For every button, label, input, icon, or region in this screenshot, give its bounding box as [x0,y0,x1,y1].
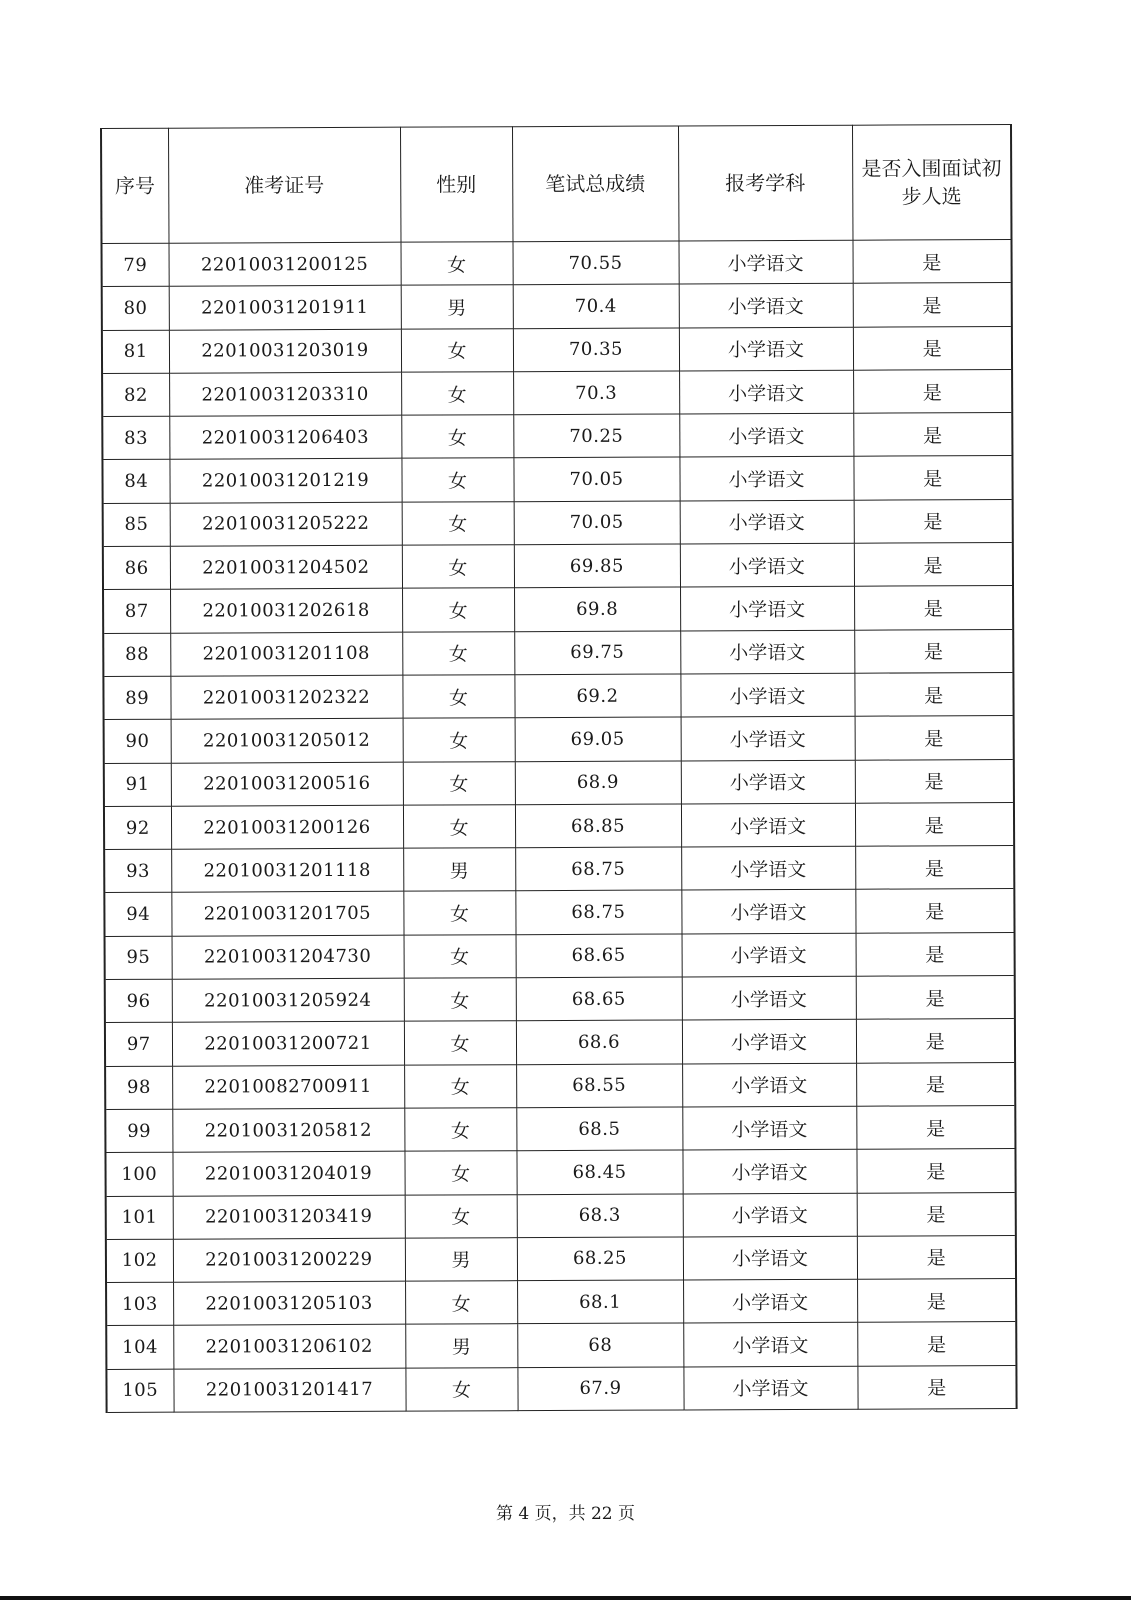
cell-ticket-number: 22010031201417 [173,1368,405,1412]
results-table [100,124,1018,1413]
cell-ticket-number: 22010031201911 [169,285,401,329]
cell-subject: 小学语文 [683,1323,857,1367]
cell-seq: 87 [103,590,170,634]
cell-gender: 女 [403,718,515,762]
cell-interview-selected: 是 [856,1149,1015,1193]
cell-interview-selected: 是 [857,1322,1016,1366]
cell-gender: 女 [403,805,515,849]
cell-subject: 小学语文 [679,327,853,371]
cell-written-score: 68.5 [516,1107,682,1151]
cell-subject: 小学语文 [680,500,854,544]
cell-subject: 小学语文 [680,587,854,631]
cell-written-score: 70.4 [513,284,679,328]
cell-written-score: 68.25 [517,1237,683,1281]
cell-seq: 99 [105,1109,172,1153]
cell-ticket-number: 22010031204502 [170,545,402,589]
cell-subject: 小学语文 [681,803,855,847]
cell-seq: 81 [102,330,169,374]
cell-written-score: 70.35 [513,328,679,372]
cell-ticket-number: 22010031205012 [171,718,403,762]
cell-ticket-number: 22010031202322 [170,675,402,719]
cell-seq: 82 [102,373,169,417]
cell-gender: 男 [405,1324,517,1368]
cell-seq: 84 [102,460,169,504]
cell-written-score: 68.65 [516,977,682,1021]
cell-interview-selected: 是 [854,586,1013,630]
cell-interview-selected: 是 [855,802,1014,846]
cell-seq: 100 [105,1152,172,1196]
cell-subject: 小学语文 [680,543,854,587]
cell-interview-selected: 是 [852,240,1011,284]
cell-interview-selected: 是 [856,1062,1015,1106]
cell-written-score: 68.65 [516,934,682,978]
table-row [105,1105,1015,1152]
table-row [103,586,1013,633]
cell-written-score: 70.05 [513,457,679,501]
cell-gender: 女 [401,415,513,459]
cell-written-score: 70.25 [513,414,679,458]
cell-subject: 小学语文 [683,1366,857,1410]
cell-written-score: 69.8 [514,587,680,631]
table-row [102,413,1012,460]
cell-seq: 90 [104,719,171,763]
cell-written-score: 70.55 [513,241,679,285]
table-row [106,1235,1016,1282]
table-row [105,1019,1015,1066]
cell-ticket-number: 22010031200126 [171,805,403,849]
cell-gender: 女 [401,372,513,416]
table-row [105,1062,1015,1109]
cell-subject: 小学语文 [682,933,856,977]
cell-gender: 女 [404,934,516,978]
cell-subject: 小学语文 [682,1149,856,1193]
cell-written-score: 69.85 [514,544,680,588]
table-row [103,543,1013,590]
cell-written-score: 67.9 [517,1367,683,1411]
table-row [103,672,1013,719]
cell-written-score: 69.05 [515,717,681,761]
cell-gender: 女 [402,545,514,589]
cell-subject: 小学语文 [683,1193,857,1237]
cell-written-score: 68.85 [515,804,681,848]
header-written-score: 笔试总成绩 [512,126,679,242]
cell-ticket-number: 22010031201219 [169,459,401,503]
cell-gender: 男 [401,285,513,329]
cell-written-score: 68.3 [517,1193,683,1237]
cell-ticket-number: 22010031204730 [172,935,404,979]
cell-seq: 85 [103,503,170,547]
cell-ticket-number: 22010031205924 [172,978,404,1022]
cell-interview-selected: 是 [856,932,1015,976]
cell-gender: 女 [405,1281,517,1325]
cell-subject: 小学语文 [682,1063,856,1107]
table-header [101,125,1011,244]
cell-seq: 98 [105,1066,172,1110]
table-row [102,369,1012,416]
cell-subject: 小学语文 [679,457,853,501]
cell-ticket-number: 22010031205222 [170,502,402,546]
cell-seq: 93 [104,849,171,893]
cell-seq: 102 [106,1239,173,1283]
cell-ticket-number: 22010082700911 [172,1065,404,1109]
cell-subject: 小学语文 [681,760,855,804]
cell-subject: 小学语文 [679,284,853,328]
cell-gender: 女 [403,761,515,805]
cell-gender: 女 [401,458,513,502]
cell-written-score: 68.55 [516,1064,682,1108]
table-row [106,1279,1016,1326]
table-body [102,240,1017,1413]
cell-ticket-number: 22010031204019 [172,1151,404,1195]
cell-interview-selected: 是 [855,889,1014,933]
cell-seq: 89 [103,676,170,720]
cell-gender: 女 [404,1151,516,1195]
cell-seq: 92 [104,806,171,850]
cell-written-score: 68.9 [515,761,681,805]
cell-seq: 96 [105,979,172,1023]
table-row [105,932,1015,979]
cell-subject: 小学语文 [681,890,855,934]
table-row [103,629,1013,676]
cell-interview-selected: 是 [857,1365,1016,1409]
table-row [104,846,1014,893]
cell-seq: 94 [104,893,171,937]
cell-seq: 101 [106,1196,173,1240]
cell-ticket-number: 22010031203019 [169,329,401,373]
cell-written-score: 68 [517,1323,683,1367]
cell-gender: 女 [405,1194,517,1238]
cell-interview-selected: 是 [856,976,1015,1020]
cell-gender: 女 [402,631,514,675]
cell-interview-selected: 是 [854,629,1013,673]
cell-gender: 男 [405,1238,517,1282]
cell-subject: 小学语文 [683,1236,857,1280]
cell-subject: 小学语文 [681,716,855,760]
cell-interview-selected: 是 [853,456,1012,500]
cell-written-score: 69.75 [514,631,680,675]
cell-subject: 小学语文 [679,370,853,414]
cell-seq: 80 [102,286,169,330]
cell-ticket-number: 22010031205103 [173,1281,405,1325]
cell-gender: 女 [404,1108,516,1152]
cell-interview-selected: 是 [854,499,1013,543]
cell-written-score: 68.75 [515,890,681,934]
table-row [105,1149,1015,1196]
cell-seq: 103 [106,1282,173,1326]
table-row [102,326,1012,373]
header-seq: 序号 [101,128,169,243]
table-row [104,716,1014,763]
cell-ticket-number: 22010031202618 [170,589,402,633]
cell-ticket-number: 22010031201705 [171,892,403,936]
cell-subject: 小学语文 [682,1020,856,1064]
cell-ticket-number: 22010031205812 [172,1108,404,1152]
cell-gender: 女 [405,1367,517,1411]
header-row [101,125,1011,244]
cell-interview-selected: 是 [855,716,1014,760]
cell-interview-selected: 是 [853,283,1012,327]
header-interview-selected: 是否入围面试初步人选 [852,125,1012,241]
header-subject: 报考学科 [678,125,853,241]
cell-written-score: 70.3 [513,371,679,415]
cell-interview-selected: 是 [853,369,1012,413]
table-row [104,889,1014,936]
table-row [106,1365,1016,1412]
cell-gender: 女 [402,501,514,545]
cell-ticket-number: 22010031201108 [170,632,402,676]
cell-seq: 105 [106,1369,173,1413]
cell-written-score: 69.2 [514,674,680,718]
cell-interview-selected: 是 [854,543,1013,587]
table-row [102,240,1012,287]
cell-ticket-number: 22010031203310 [169,372,401,416]
cell-seq: 95 [105,936,172,980]
cell-gender: 女 [401,242,513,286]
cell-subject: 小学语文 [683,1279,857,1323]
cell-seq: 88 [103,633,170,677]
table-row [106,1192,1016,1239]
cell-subject: 小学语文 [680,673,854,717]
cell-interview-selected: 是 [854,672,1013,716]
cell-interview-selected: 是 [853,413,1012,457]
cell-ticket-number: 22010031200125 [169,242,401,286]
cell-gender: 女 [404,1064,516,1108]
cell-subject: 小学语文 [680,630,854,674]
cell-ticket-number: 22010031200229 [173,1238,405,1282]
cell-written-score: 68.75 [515,847,681,891]
table-row [102,456,1012,503]
cell-seq: 79 [102,243,169,287]
header-ticket-number: 准考证号 [168,127,400,243]
cell-ticket-number: 22010031203419 [173,1195,405,1239]
cell-subject: 小学语文 [682,1106,856,1150]
cell-subject: 小学语文 [682,976,856,1020]
cell-gender: 女 [401,328,513,372]
header-gender: 性别 [400,127,513,242]
cell-seq: 104 [106,1326,173,1370]
cell-ticket-number: 22010031200516 [171,762,403,806]
cell-gender: 男 [403,848,515,892]
cell-gender: 女 [403,891,515,935]
cell-gender: 女 [402,675,514,719]
cell-written-score: 68.6 [516,1020,682,1064]
cell-interview-selected: 是 [857,1235,1016,1279]
cell-interview-selected: 是 [853,326,1012,370]
cell-ticket-number: 22010031201118 [171,848,403,892]
cell-interview-selected: 是 [857,1192,1016,1236]
cell-subject: 小学语文 [678,240,852,284]
table-row [104,759,1014,806]
cell-interview-selected: 是 [856,1019,1015,1063]
cell-gender: 女 [402,588,514,632]
cell-seq: 86 [103,546,170,590]
cell-subject: 小学语文 [679,413,853,457]
table-row [104,802,1014,849]
table-row [106,1322,1016,1369]
cell-ticket-number: 22010031206102 [173,1325,405,1369]
cell-written-score: 70.05 [514,501,680,545]
scan-edge-bar [0,1596,1131,1600]
table-row [103,499,1013,546]
page-number: 第 4 页，共 22 页 [495,1504,636,1524]
cell-interview-selected: 是 [855,759,1014,803]
table-row [102,283,1012,330]
cell-gender: 女 [404,1021,516,1065]
cell-gender: 女 [404,978,516,1022]
cell-written-score: 68.45 [516,1150,682,1194]
table-row [105,976,1015,1023]
cell-interview-selected: 是 [855,846,1014,890]
cell-seq: 83 [102,416,169,460]
cell-seq: 97 [105,1023,172,1067]
cell-seq: 91 [104,763,171,807]
cell-ticket-number: 22010031206403 [169,415,401,459]
cell-written-score: 68.1 [517,1280,683,1324]
cell-interview-selected: 是 [856,1105,1015,1149]
cell-interview-selected: 是 [857,1279,1016,1323]
cell-ticket-number: 22010031200721 [172,1022,404,1066]
cell-subject: 小学语文 [681,846,855,890]
